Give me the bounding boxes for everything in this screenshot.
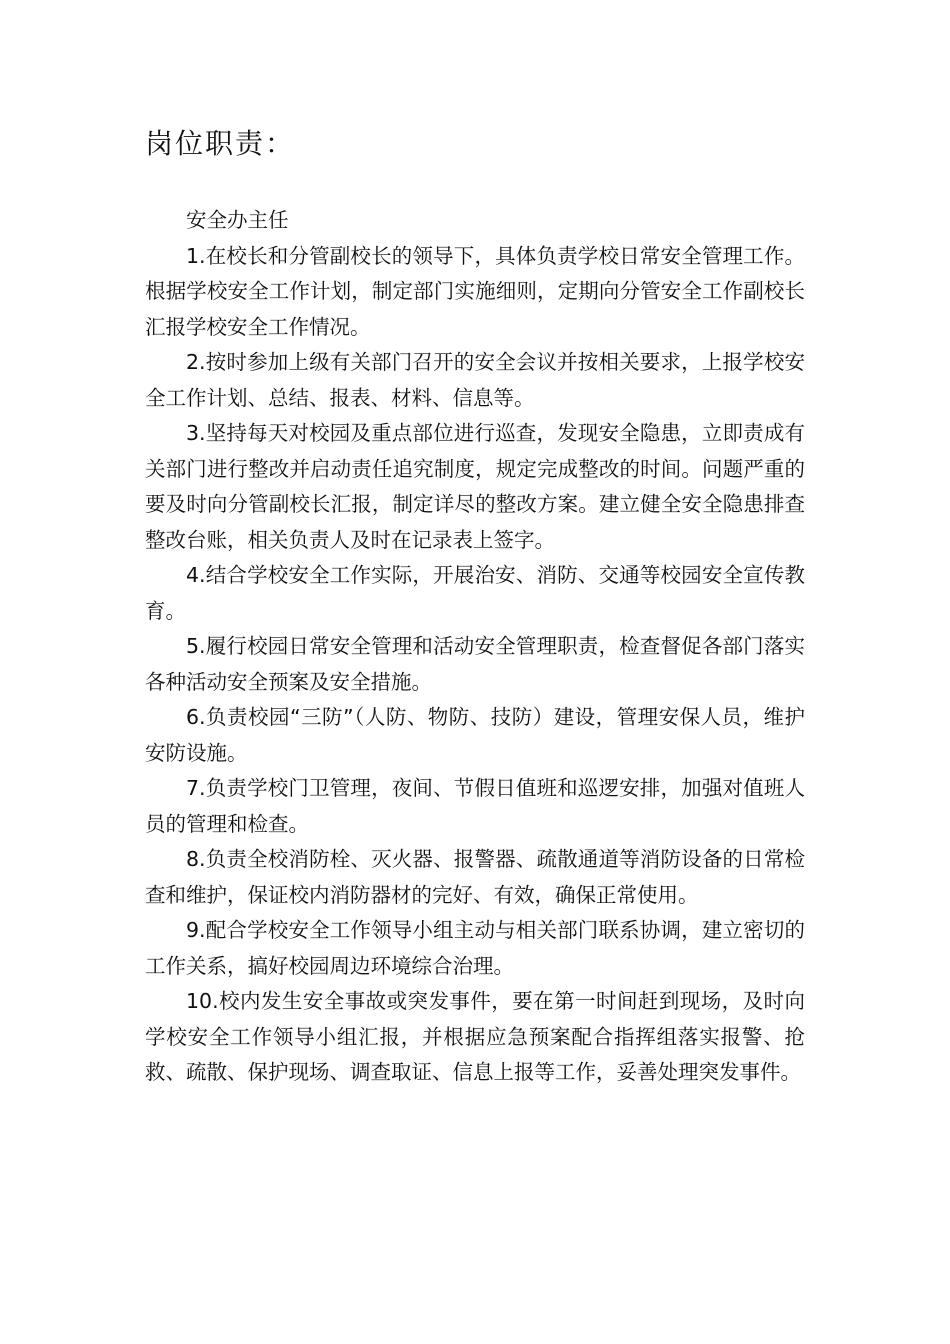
duty-item-8: 8.负责全校消防栓、灭火器、报警器、疏散通道等消防设备的日常检查和维护，保证校内消防器材的完好、有效，确保正常使用。 (145, 847, 805, 907)
duty-item-3: 3.坚持每天对校园及重点部位进行巡查，发现安全隐患，立即责成有关部门进行整改并启动责任追究制度，规定完成整改的时间。问题严重的要及时向分管副校长汇报，制定详尽的整改方案。建立健全安全隐患排查整改台账，相关负责人及时在记录表上签字。 (145, 421, 805, 552)
role-heading: 安全办主任 (186, 208, 289, 232)
duty-item-5: 5.履行校园日常安全管理和活动安全管理职责，检查督促各部门落实各种活动安全预案及安全措施。 (145, 634, 805, 694)
duty-item-7: 7.负责学校门卫管理，夜间、节假日值班和巡逻安排，加强对值班人员的管理和检查。 (145, 776, 805, 836)
duty-item-9: 9.配合学校安全工作领导小组主动与相关部门联系协调，建立密切的工作关系，搞好校园周边环境综合治理。 (145, 918, 805, 978)
duty-item-2: 2.按时参加上级有关部门召开的安全会议并按相关要求，上报学校安全工作计划、总结、报表、材料、信息等。 (145, 350, 805, 410)
duty-item-6: 6.负责校园“三防”（人防、物防、技防）建设，管理安保人员，维护安防设施。 (145, 705, 805, 765)
duty-item-1: 1.在校长和分管副校长的领导下，具体负责学校日常安全管理工作。根据学校安全工作计划，制定部门实施细则，定期向分管安全工作副校长汇报学校安全工作情况。 (145, 243, 805, 339)
page-title: 岗位职责： (145, 127, 296, 160)
duty-item-10: 10.校内发生安全事故或突发事件，要在第一时间赶到现场，及时向学校安全工作领导小组汇报，并根据应急预案配合指挥组落实报警、抢救、疏散、保护现场、调查取证、信息上报等工作，妥善处理突发事件。 (145, 989, 805, 1084)
document-body (145, 203, 805, 1091)
duty-item-4: 4.结合学校安全工作实际，开展治安、消防、交通等校园安全宣传教育。 (145, 563, 805, 623)
